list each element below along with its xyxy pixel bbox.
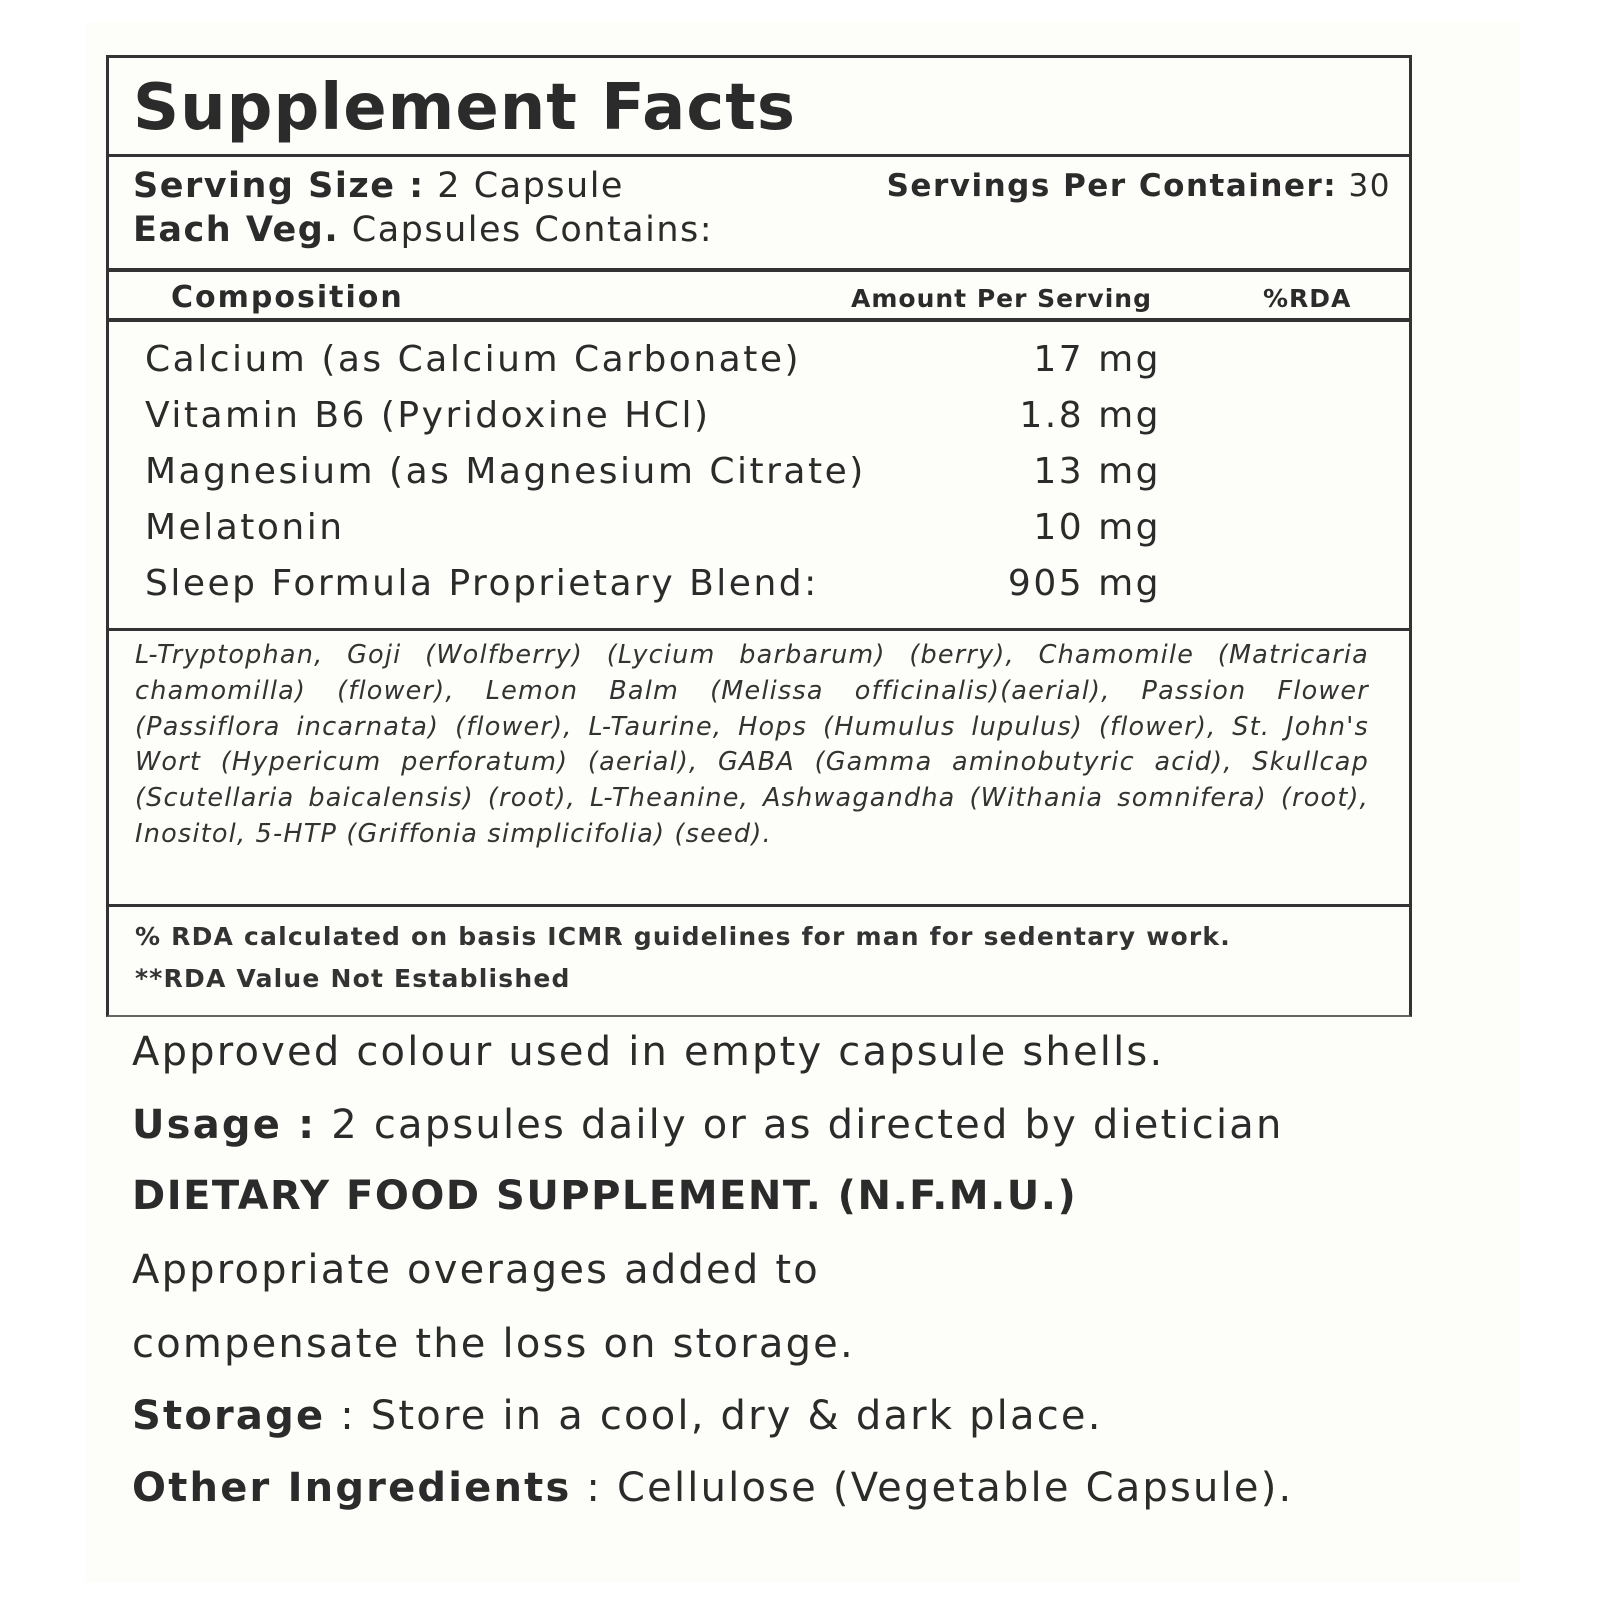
supplement-facts-panel [106, 55, 1412, 1017]
colour-statement: Approved colour used in empty capsule shells. [132, 1029, 1165, 1075]
column-composition: Composition [171, 280, 404, 315]
nutrient-name: Vitamin B6 (Pyridoxine HCl) [145, 395, 711, 436]
divider-serving [109, 268, 1409, 272]
capsules-contains-text: Capsules Contains: [339, 210, 714, 250]
storage-statement [132, 1388, 1103, 1444]
nutrient-amount: 1.8 mg [1019, 395, 1161, 436]
usage-statement [132, 1097, 1284, 1153]
nutrient-row [145, 332, 1161, 388]
nutrient-amount: 17 mg [1033, 339, 1161, 380]
serving-size-value: 2 Capsule [424, 166, 624, 206]
overages-statement-line1: Appropriate overages added to [132, 1247, 820, 1293]
servings-per-container-value: 30 [1337, 168, 1391, 204]
divider-title [109, 154, 1409, 157]
divider-columns [109, 318, 1409, 322]
supplement-facts-title: Supplement Facts [133, 71, 796, 145]
servings-per-container [887, 168, 1391, 204]
other-ingredients-statement [132, 1460, 1293, 1516]
nutrient-row [145, 556, 1161, 612]
rda-not-established-footnote: **RDA Value Not Established [135, 964, 571, 993]
other-ingredients-value: : Cellulose (Vegetable Capsule). [571, 1465, 1294, 1511]
storage-value: : Store in a cool, dry & dark place. [325, 1393, 1103, 1439]
rda-footnote: % RDA calculated on basis ICMR guidelines for man for sedentary work. [135, 922, 1231, 951]
usage-label: Usage : [132, 1102, 317, 1148]
each-veg-label: Each Veg. [133, 210, 340, 250]
nutrient-amount: 13 mg [1033, 451, 1161, 492]
nutrient-name: Sleep Formula Proprietary Blend: [145, 563, 819, 604]
other-ingredients-label: Other Ingredients [132, 1465, 572, 1511]
storage-label: Storage [132, 1393, 326, 1439]
overages-statement-line2: compensate the loss on storage. [132, 1321, 855, 1367]
capsule-contains [133, 208, 713, 252]
proprietary-blend-ingredients: L-Tryptophan, Goji (Wolfberry) (Lycium barbarum) (berry), Chamomile (Matricaria chamomilla) (flower), Lemon Balm (Melissa officinalis)(aerial), Passion Flower (Passiflora incarnata) (flower), L-Taurine, Hops (Humulus lupulus) (flower), St. John's Wort (Hypericum perforatum) (aerial), GABA (Gamma aminobutyric acid), Skullcap (Scutellaria baicalensis) (root), L-Theanine, Ashwagandha (Withania somnifera) (root), Inositol, 5-HTP (Griffonia simplicifolia) (seed). [135, 640, 1369, 849]
nutrient-name: Magnesium (as Magnesium Citrate) [145, 451, 866, 492]
serving-size [133, 164, 624, 208]
nutrient-row [145, 500, 1161, 556]
serving-size-label: Serving Size : [133, 166, 425, 206]
column-amount-per-serving: Amount Per Serving [851, 284, 1152, 313]
servings-per-container-label: Servings Per Container: [886, 168, 1338, 204]
column-rda: %RDA [1263, 284, 1352, 313]
usage-value: 2 capsules daily or as directed by dietician [316, 1102, 1284, 1148]
divider-footnotes [109, 904, 1409, 907]
nutrient-row [145, 388, 1161, 444]
nutrient-name: Calcium (as Calcium Carbonate) [145, 339, 802, 380]
divider-blend [109, 628, 1409, 631]
nutrient-row [145, 444, 1161, 500]
nutrient-name: Melatonin [145, 507, 345, 548]
nutrient-amount: 905 mg [1007, 563, 1161, 604]
dietary-supplement-statement: DIETARY FOOD SUPPLEMENT. (N.F.M.U.) [132, 1173, 1078, 1219]
nutrient-amount: 10 mg [1033, 507, 1161, 548]
